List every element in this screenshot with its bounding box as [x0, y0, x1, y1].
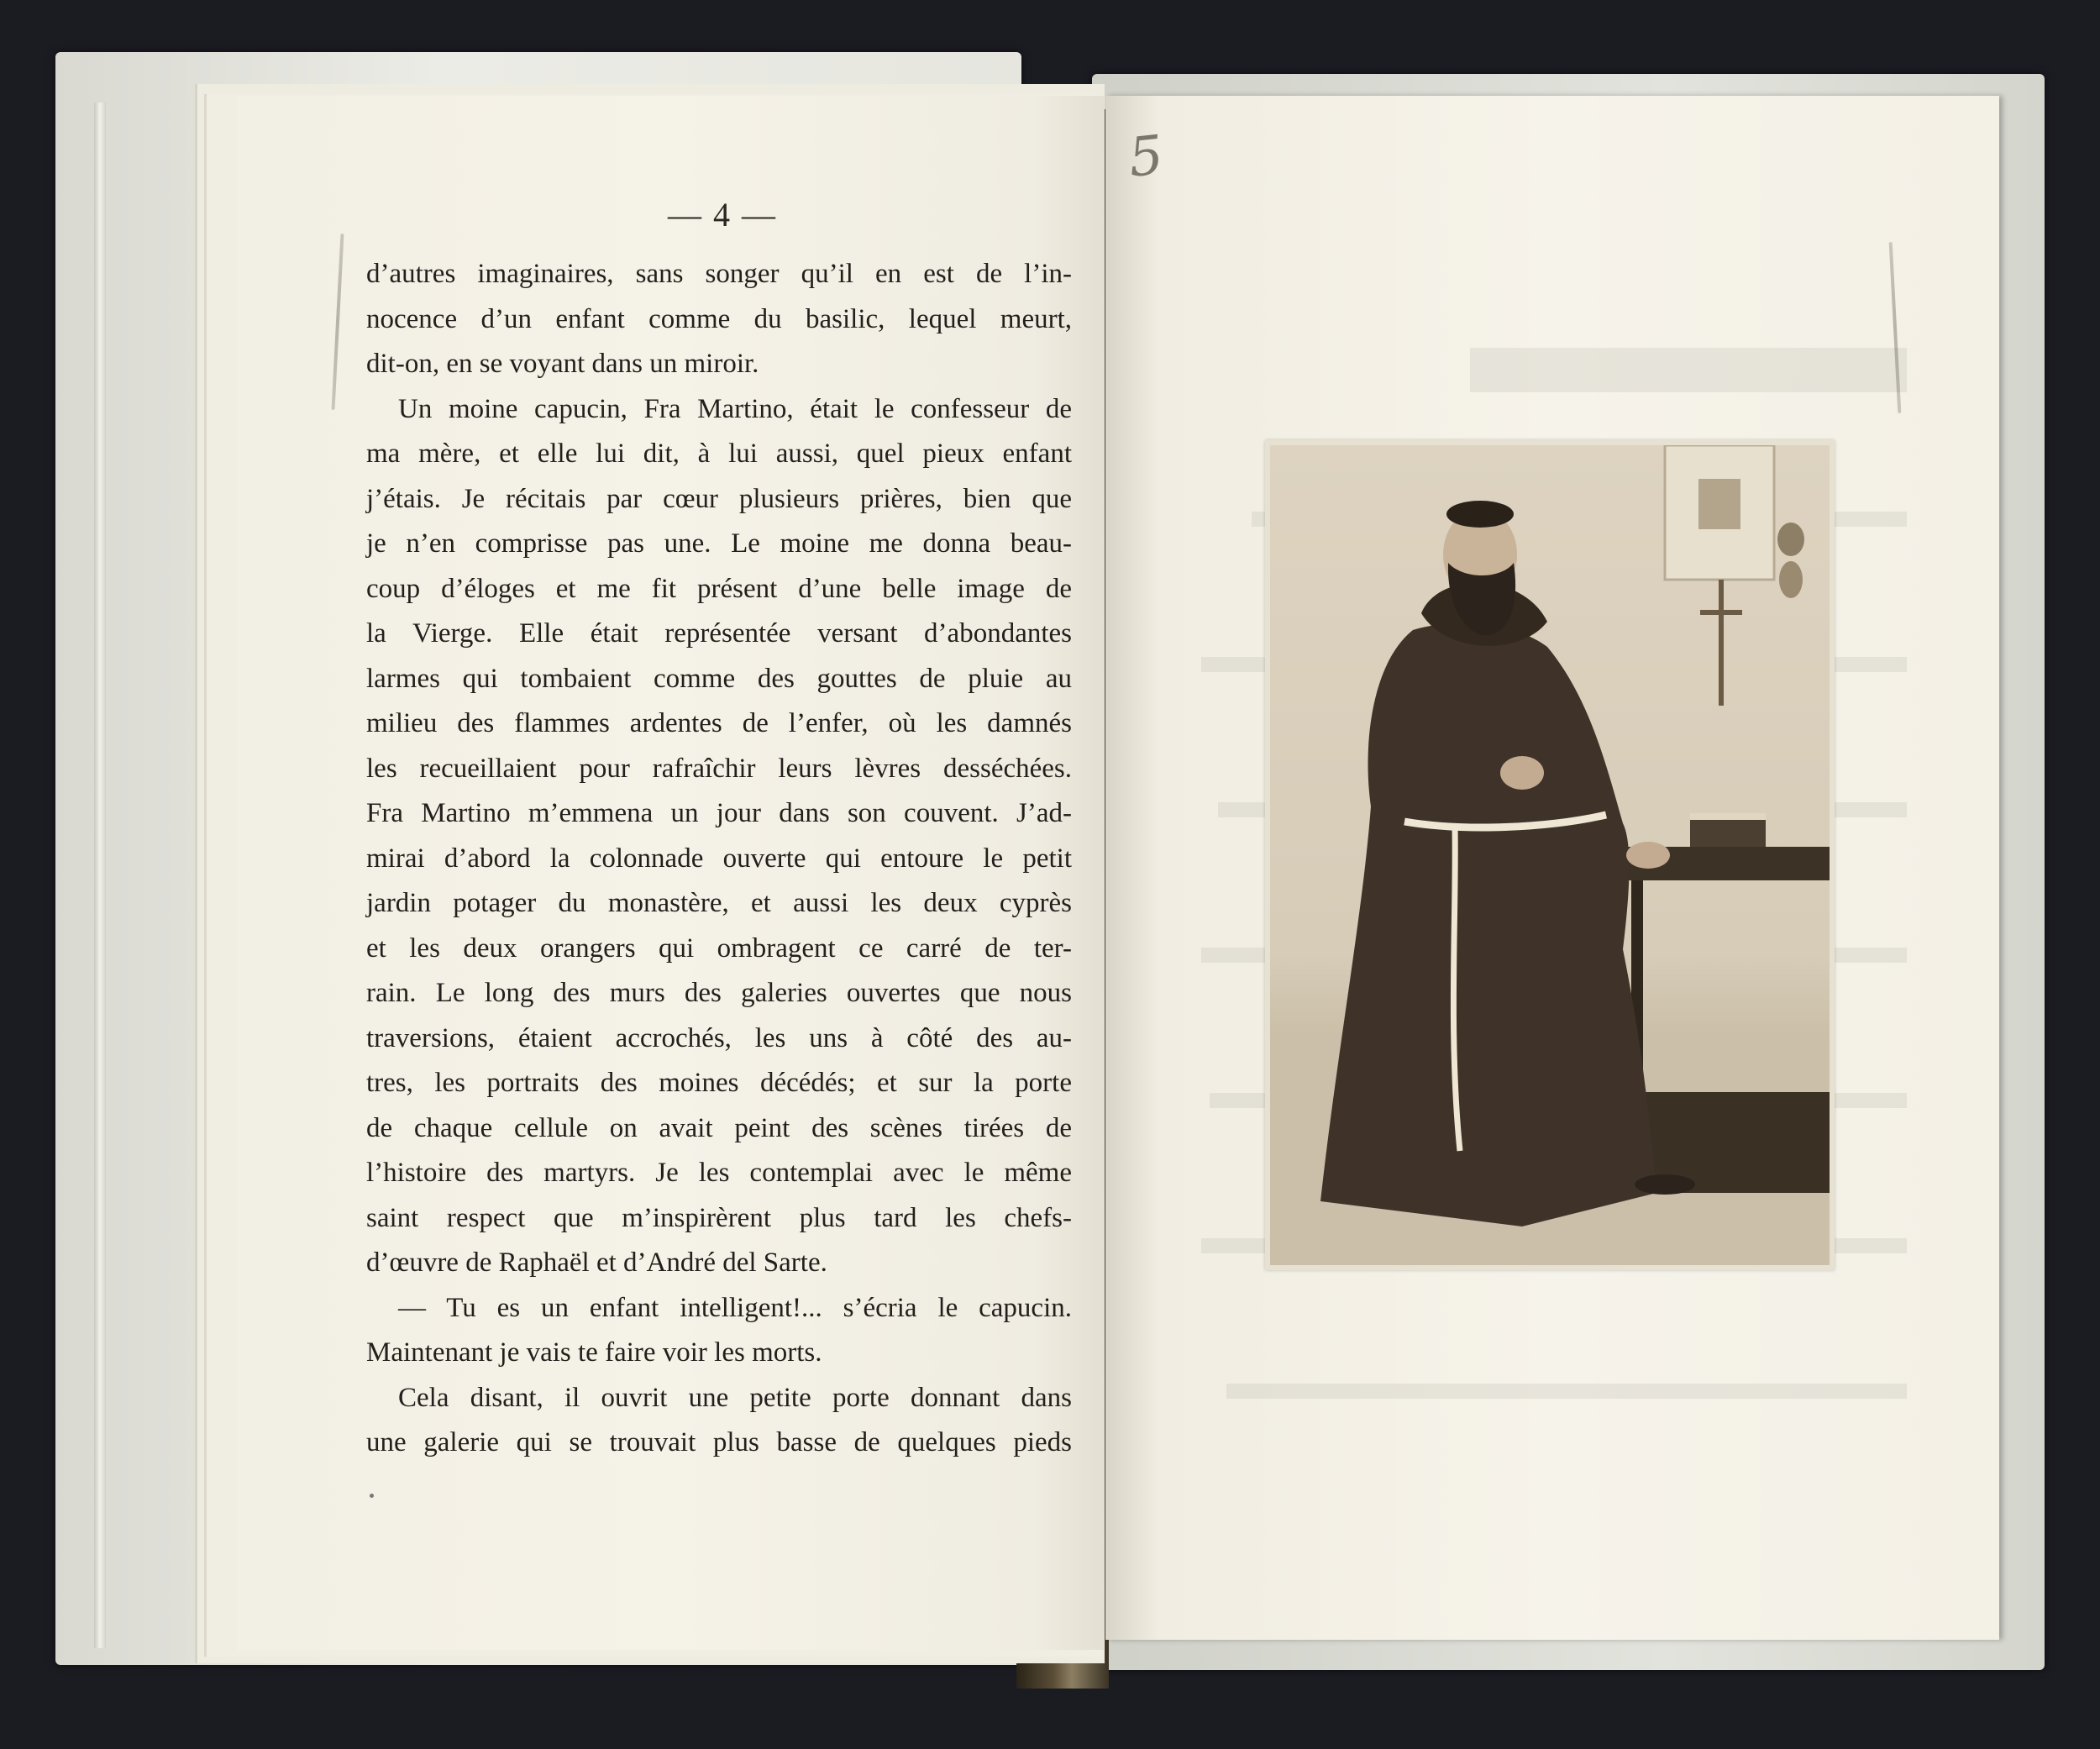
text-line: et les deux orangers qui ombragent ce carré de ter- [366, 932, 1072, 964]
text-line: l’histoire des martyrs. Je les contemplai avec le même [366, 1158, 1072, 1188]
text-line: la Vierge. Elle était représentée versant d’abondantes [366, 618, 1072, 649]
text-line: saint respect que m’inspirèrent plus tard les chefs- [366, 1202, 1072, 1233]
text-line: — Tu es un enfant intelligent!... s’écria le capucin. [398, 1292, 1072, 1323]
text-line: d’autres imaginaires, sans songer qu’il en est de l’in- [366, 259, 1072, 289]
text-line: Cela disant, il ouvrit une petite porte donnant dans [398, 1382, 1072, 1413]
text-line: je n’en comprisse pas une. Le moine me donna beau- [366, 528, 1072, 559]
holy-water-font [1777, 523, 1804, 556]
ink-dot [370, 1494, 374, 1498]
text-line: ma mère, et elle lui dit, à lui aussi, quel pieux enfant [366, 439, 1072, 469]
text-line: une galerie qui se trouvait plus basse de quelques pieds [366, 1427, 1072, 1458]
wall-picture-image [1698, 479, 1740, 529]
text-line: Maintenant je vais te faire voir les morts. [366, 1337, 822, 1368]
skullcap [1446, 501, 1514, 528]
text-line: tres, les portraits des moines décédés; et sur la porte [366, 1068, 1072, 1098]
monk-hand [1500, 756, 1544, 790]
page-text [366, 252, 1072, 1466]
text-line: traversions, étaient accrochés, les uns à côté des au- [366, 1022, 1072, 1053]
text-line: coup d’éloges et me fit présent d’une belle image de [366, 573, 1072, 604]
pencil-folio-number: 5 [1126, 124, 1167, 190]
left-cover-edge [94, 102, 106, 1648]
text-line: jardin potager du monastère, et aussi les deux cyprès [366, 888, 1072, 918]
text-line: d’œuvre de Raphaël et d’André del Sarte. [366, 1247, 827, 1278]
monk-hand-on-table [1626, 842, 1670, 869]
text-line: de chaque cellule on avait peint des scènes tirées de [366, 1112, 1072, 1143]
monk-robe [1320, 623, 1656, 1226]
text-line: les recueillaient pour rafraîchir leurs lèvres desséchées. [366, 753, 1072, 784]
monk-sandal [1635, 1174, 1695, 1195]
mounted-photograph [1265, 440, 1835, 1270]
text-line: j’étais. Je récitais par cœur plusieurs prières, bien que [366, 483, 1072, 514]
text-line: Fra Martino m’emmena un jour dans son couvent. J’ad- [366, 798, 1072, 828]
text-line: mirai d’abord la colonnade ouverte qui entoure le petit [366, 843, 1072, 874]
crucifix-post [1719, 580, 1724, 706]
capuchin-monk-illustration [1270, 445, 1830, 1265]
text-line: larmes qui tombaient comme des gouttes de pluie au [366, 663, 1072, 694]
text-line: milieu des flammes ardentes de l’enfer, où les damnés [366, 708, 1072, 738]
book-pages [1690, 813, 1766, 820]
text-line: nocence d’un enfant comme du basilic, lequel meurt, [366, 303, 1072, 334]
page-number: — 4 — [668, 196, 777, 234]
text-line: rain. Le long des murs des galeries ouvertes que nous [366, 978, 1072, 1008]
text-line: Un moine capucin, Fra Martino, était le confesseur de [398, 393, 1072, 424]
crucifix-bar [1700, 610, 1742, 615]
holy-water-bowl [1779, 561, 1803, 598]
monk-portrait-photo [1270, 445, 1830, 1265]
text-line: dit-on, en se voyant dans un miroir. [366, 349, 759, 379]
